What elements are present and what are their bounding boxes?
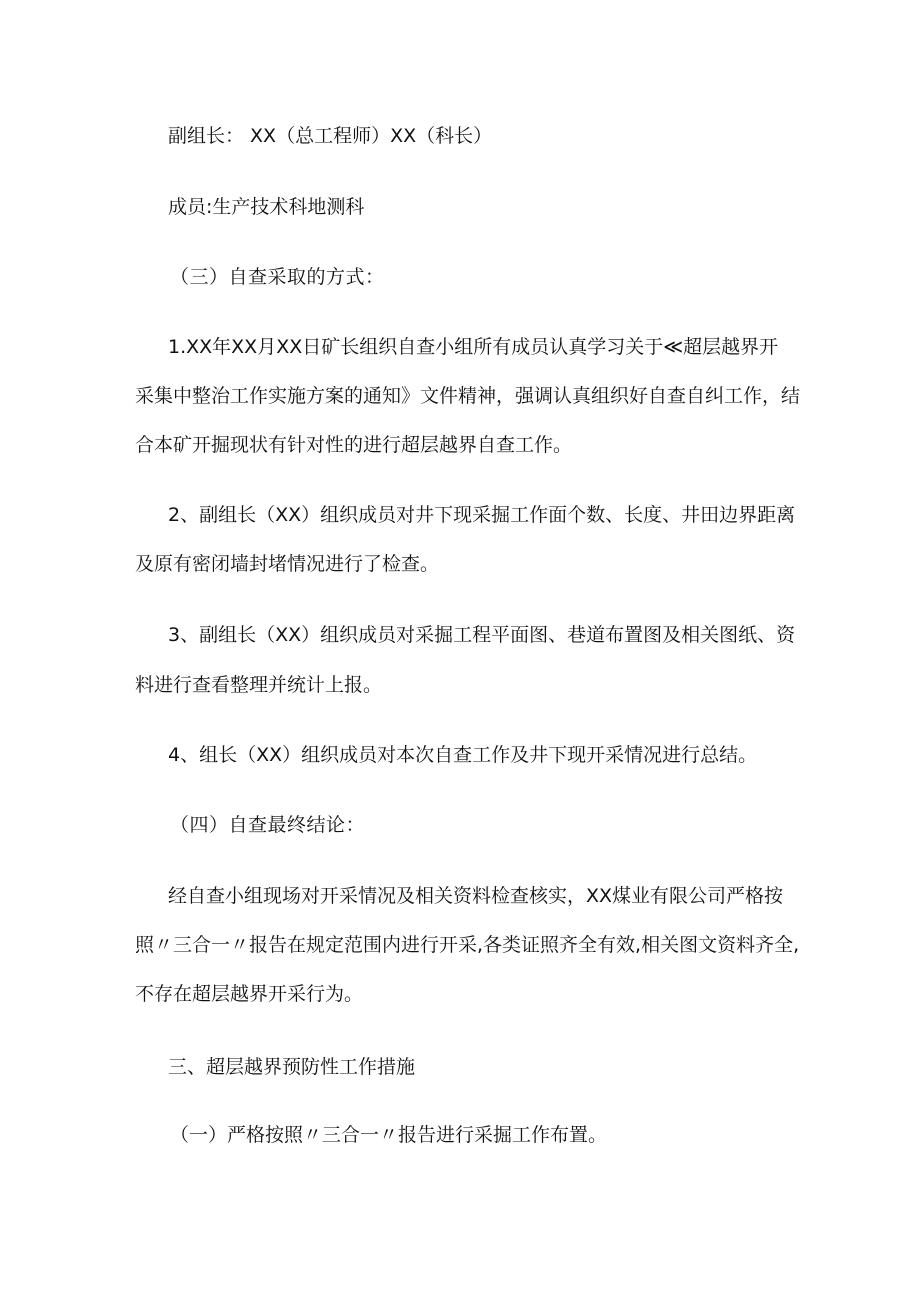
deputy-leader-line: 副组长： XX（总工程师）XX（科长） (168, 125, 493, 147)
item-2-line-1: 2、副组长（XX）组织成员对井下现采掘工作面个数、长度、井田边界距离 (168, 504, 796, 526)
part-3-heading: 三、超层越界预防性工作措施 (168, 1056, 416, 1078)
conclusion-line-1: 经自查小组现场对开采情况及相关资料检查核实，XX煤业有限公司严格按 (168, 885, 784, 907)
item-1-line-2: 采集中整治工作实施方案的通知》文件精神，强调认真组织好自查自纠工作，结 (135, 385, 801, 407)
measure-1-line: （一）严格按照〃三合一〃报告进行采掘工作布置。 (170, 1124, 608, 1146)
conclusion-line-2: 照〃三合一〃报告在规定范围内进行开采,各类证照齐全有效,相关图文资料齐全, (135, 934, 800, 956)
item-1-line-1: 1.XX年XX月XX日矿长组织自查小组所有成员认真学习关于≪超层越界开 (168, 336, 779, 358)
conclusion-line-3: 不存在超层越界开采行为。 (135, 983, 364, 1005)
item-4-line: 4、组长（XX）组织成员对本次自查工作及井下现开采情况进行总结。 (168, 744, 758, 766)
item-3-line-2: 料进行查看整理并统计上报。 (135, 674, 383, 696)
item-3-line-1: 3、副组长（XX）组织成员对采掘工程平面图、巷道布置图及相关图纸、资 (168, 624, 796, 646)
section-4-heading: （四）自查最终结论： (170, 814, 366, 836)
item-2-line-2: 及原有密闭墙封堵情况进行了检查。 (135, 553, 440, 575)
members-line: 成员:生产技术科地测科 (168, 196, 365, 218)
section-3-heading: （三）自查采取的方式： (170, 266, 385, 288)
item-1-line-3: 合本矿开掘现状有针对性的进行超层越界自查工作。 (135, 434, 573, 456)
